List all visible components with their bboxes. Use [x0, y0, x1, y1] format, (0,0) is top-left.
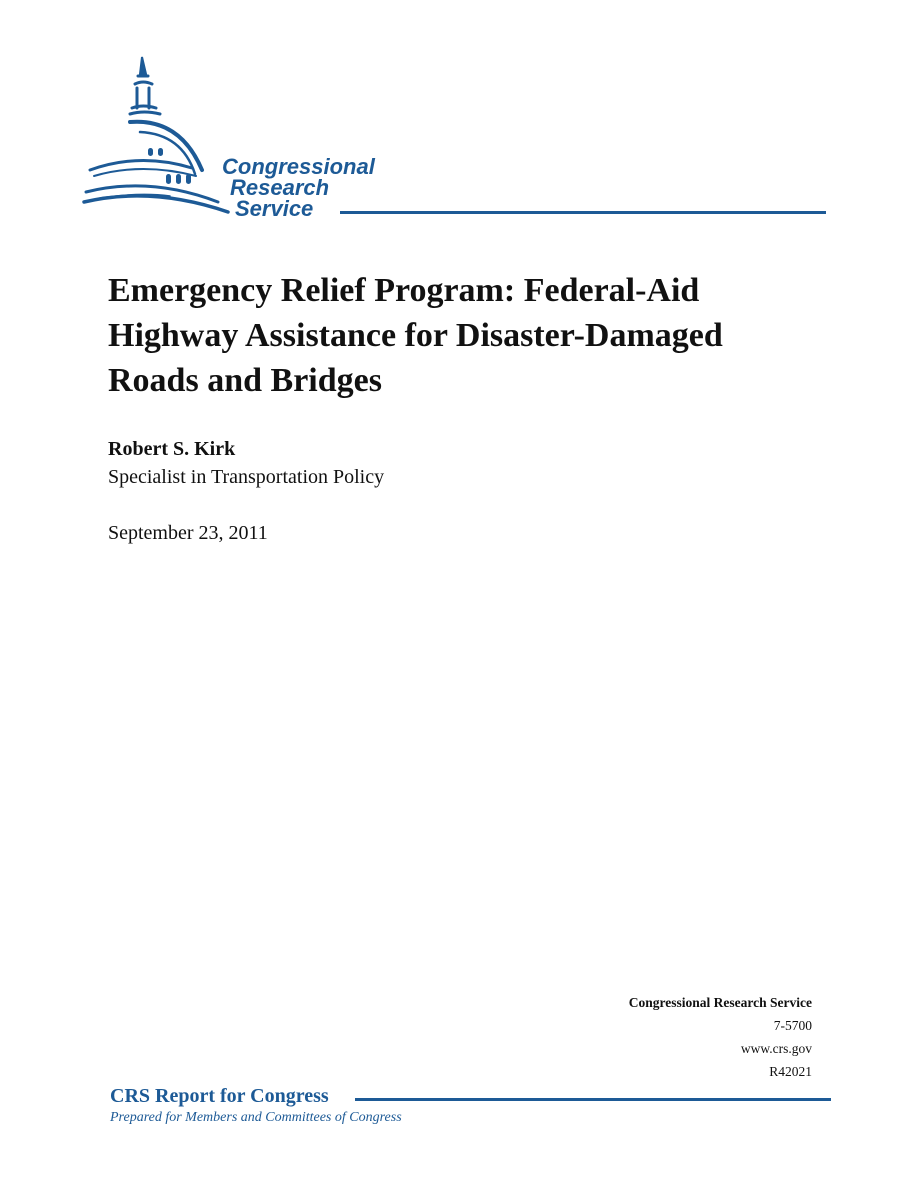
report-title: Emergency Relief Program: Federal-Aid Highway Assistance for Disaster-Damaged Roads and Bridges: [108, 272, 723, 399]
publisher-code: 7-5700: [773, 1018, 812, 1033]
publisher-name: Congressional Research Service: [628, 995, 812, 1010]
publisher-info: [629, 991, 812, 1083]
footer-subtitle: Prepared for Members and Committees of Congress: [110, 1110, 402, 1125]
report-number: R42021: [769, 1064, 812, 1079]
logo-divider: [340, 211, 826, 214]
logo-line-research: Research: [230, 175, 330, 200]
footer-divider: [355, 1098, 831, 1101]
footer-title: CRS Report for Congress: [110, 1085, 329, 1107]
report-date: September 23, 2011: [108, 522, 268, 544]
author-name: Robert S. Kirk: [108, 438, 236, 460]
capitol-dome-icon: [80, 52, 240, 222]
logo-line-service: Service: [235, 196, 314, 221]
logo-line-congressional: Congressional: [222, 154, 375, 179]
publisher-website: www.crs.gov: [740, 1041, 812, 1056]
author-title: Specialist in Transportation Policy: [108, 466, 385, 488]
logo-wordmark: [222, 156, 375, 219]
